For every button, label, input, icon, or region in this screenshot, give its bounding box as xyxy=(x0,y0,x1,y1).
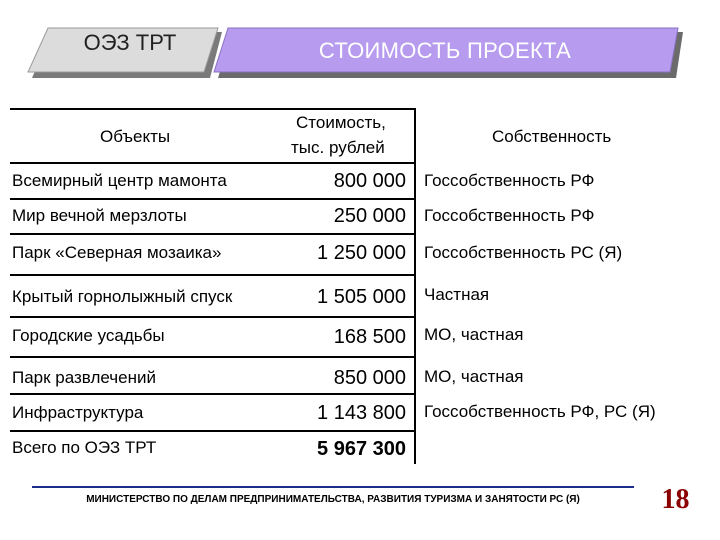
table-top-rule xyxy=(10,108,416,110)
table-row-cost: 1 143 800 xyxy=(317,402,406,424)
footer-ministry-name: МИНИСТЕРСТВО ПО ДЕЛАМ ПРЕДПРИНИМАТЕЛЬСТВА, РАЗВИТИЯ ТУРИЗМА И ЗАНЯТОСТИ РС (Я) xyxy=(86,494,580,505)
table-row-ownership: МО, частная xyxy=(424,325,524,344)
table-row-object: Крытый горнолыжный спуск xyxy=(12,287,233,306)
row-rule xyxy=(10,274,416,276)
table-row-object: Всемирный центр мамонта xyxy=(12,171,227,190)
table-row-object: Парк развлечений xyxy=(12,368,156,387)
table-row-object: Городские усадьбы xyxy=(12,326,165,345)
row-rule xyxy=(10,393,416,395)
row-rule xyxy=(10,356,416,358)
table-row-cost: 168 500 xyxy=(333,326,406,348)
table-row-cost: 800 000 xyxy=(333,170,406,192)
table-row-cost: 850 000 xyxy=(333,367,406,389)
header-bottom-rule xyxy=(10,162,416,164)
row-rule xyxy=(10,233,416,235)
table-row-cost: 250 000 xyxy=(333,205,406,227)
table-row-ownership: Госсобственность РФ xyxy=(424,171,595,190)
total-row-cost: 5 967 300 xyxy=(317,438,406,460)
table-row-ownership: Госсобственность РФ xyxy=(424,206,595,225)
table-row-ownership: Госсобственность РС (Я) xyxy=(424,243,623,262)
tab-project-cost-label: СТОИМОСТЬ ПРОЕКТА xyxy=(318,38,572,63)
column-header-objects: Объекты xyxy=(100,127,171,146)
page-number: 18 xyxy=(661,484,690,515)
column-header-cost-line1: Стоимость, xyxy=(296,113,386,132)
table-row-object: Инфраструктура xyxy=(12,403,144,422)
table-row-ownership: МО, частная xyxy=(424,367,524,386)
table-row-ownership: Частная xyxy=(424,285,490,304)
table-row-cost: 1 505 000 xyxy=(317,286,406,308)
total-row-label: Всего по ОЭЗ ТРТ xyxy=(12,438,157,457)
row-rule xyxy=(10,430,416,432)
row-rule xyxy=(10,198,416,200)
column-header-ownership: Собственность xyxy=(492,127,612,146)
column-separator xyxy=(414,108,416,464)
table-row-object: Мир вечной мерзлоты xyxy=(12,206,187,225)
table-row-object: Парк «Северная мозаика» xyxy=(12,243,222,262)
footer-rule xyxy=(32,486,634,488)
row-rule xyxy=(10,316,416,318)
table-row-cost: 1 250 000 xyxy=(317,242,406,264)
table-row-ownership: Госсобственность РФ, РС (Я) xyxy=(424,402,656,421)
column-header-cost-line2: тыс. рублей xyxy=(291,138,385,157)
tab-oez-label: ОЭЗ ТРТ xyxy=(83,30,177,55)
